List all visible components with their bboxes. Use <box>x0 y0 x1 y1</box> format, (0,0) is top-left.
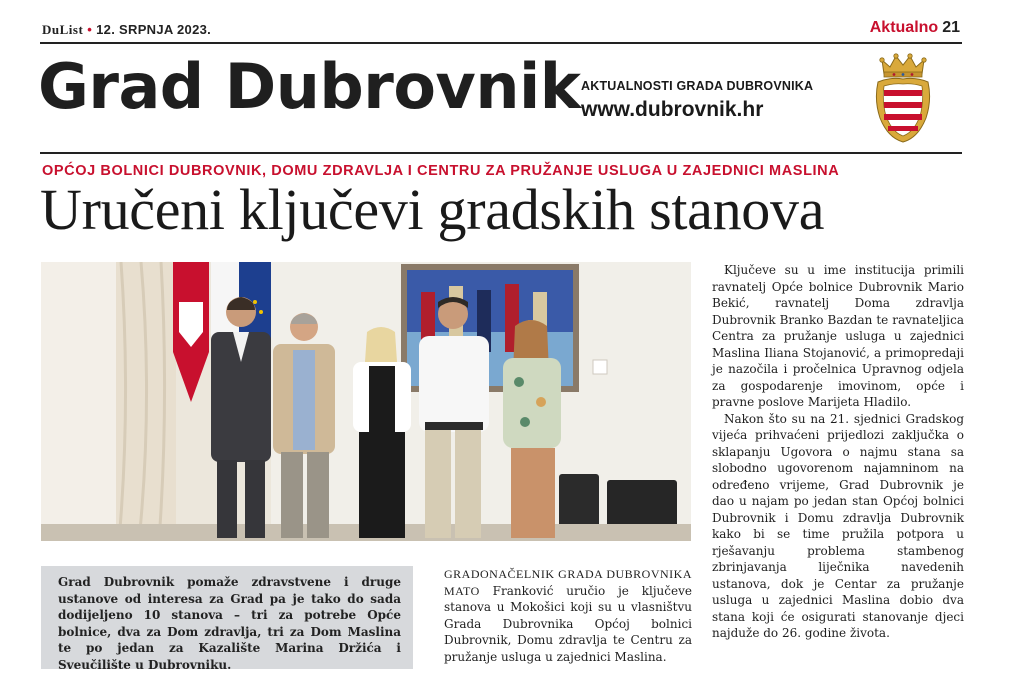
masthead-url[interactable]: www.dubrovnik.hr <box>581 98 764 121</box>
lead-paragraph-text: Franković uručio je ključeve stanova u Mokošici koji su u vlasništvu Grada Dubrovnika Općoj bolnici Dubrovnik, Domu zdravlja te Centru za pružanje usluga u zajednici Maslina. <box>444 583 692 664</box>
masthead-title: Grad Dubrovnik <box>38 50 581 123</box>
separator-dot: • <box>87 22 93 37</box>
publication-dateline <box>42 22 211 38</box>
article-paragraph: Nakon što su na 21. sjednici Gradskog vijeća prihvaćeni prijedlozi zaključka o sklapanju Ugovora o najmu stana sa slobodno ugovorenom najamninom na određeno vrijeme, Grad Dubrovnik je dao u najam po jedan stan Općoj bolnici Dubrovnik i Domu zdravlja Dubrovnik kako bi se time pružila potpora u rješavanju problema stambenog zbrinjavanja liječnika navedenih ustanova, dok je Centar za pružanje usluga u zajednici Maslina dobio dva stana koji će osigurati stanovanje djeci najduže do 26. godine života. <box>712 411 964 640</box>
info-box <box>41 566 413 672</box>
section-name: Aktualno <box>869 19 939 36</box>
article-body-middle-column <box>444 566 692 665</box>
section-indicator <box>870 19 960 37</box>
issue-date: 12. SRPNJA 2023. <box>96 22 212 37</box>
article-body-right-column <box>712 262 964 642</box>
city-coat-of-arms-icon <box>872 52 934 144</box>
article-photo <box>41 262 691 541</box>
article-kicker: OPĆOJ BOLNICI DUBROVNIK, DOMU ZDRAVLJA I CENTRU ZA PRUŽANJE USLUGA U ZAJEDNICI MASLINA <box>42 163 840 179</box>
article-headline: Uručeni ključevi gradskih stanova <box>40 177 825 242</box>
masthead-subtitle: AKTUALNOSTI GRADA DUBROVNIKA <box>581 79 814 93</box>
article-paragraph: Ključeve su u ime institucija primili ravnatelj Opće bolnice Dubrovnik Mario Bekić, ravnatelj Doma zdravlja Dubrovnik Branko Bazdan te ravnateljica Centra za pružanje usluga u zajednici Maslina Iliana Stojanović, a primopredaji je nazočila i pročelnica Upravnog odjela za gospodarenje imovinom, opće i pravne poslove Marijeta Hladilo. <box>712 263 964 409</box>
lead-in-caps: GRADONAČELNIK GRADA DUBROVNIKA MATO <box>444 567 692 598</box>
top-rule <box>40 42 962 44</box>
info-box-text: Grad Dubrovnik pomaže zdravstvene i druge ustanove od interesa za Grad pa je tako do sada dodijeljeno 10 stanova – tri za potrebe Opće bolnice, dva za Dom zdravlja, tri za Dom Maslina te po jedan za Kazalište Marina Držića i Sveučilište u Dubrovniku. <box>58 575 401 672</box>
masthead-bottom-rule <box>40 152 962 154</box>
page-number: 21 <box>942 19 960 36</box>
publication-name: DuList <box>42 22 84 37</box>
